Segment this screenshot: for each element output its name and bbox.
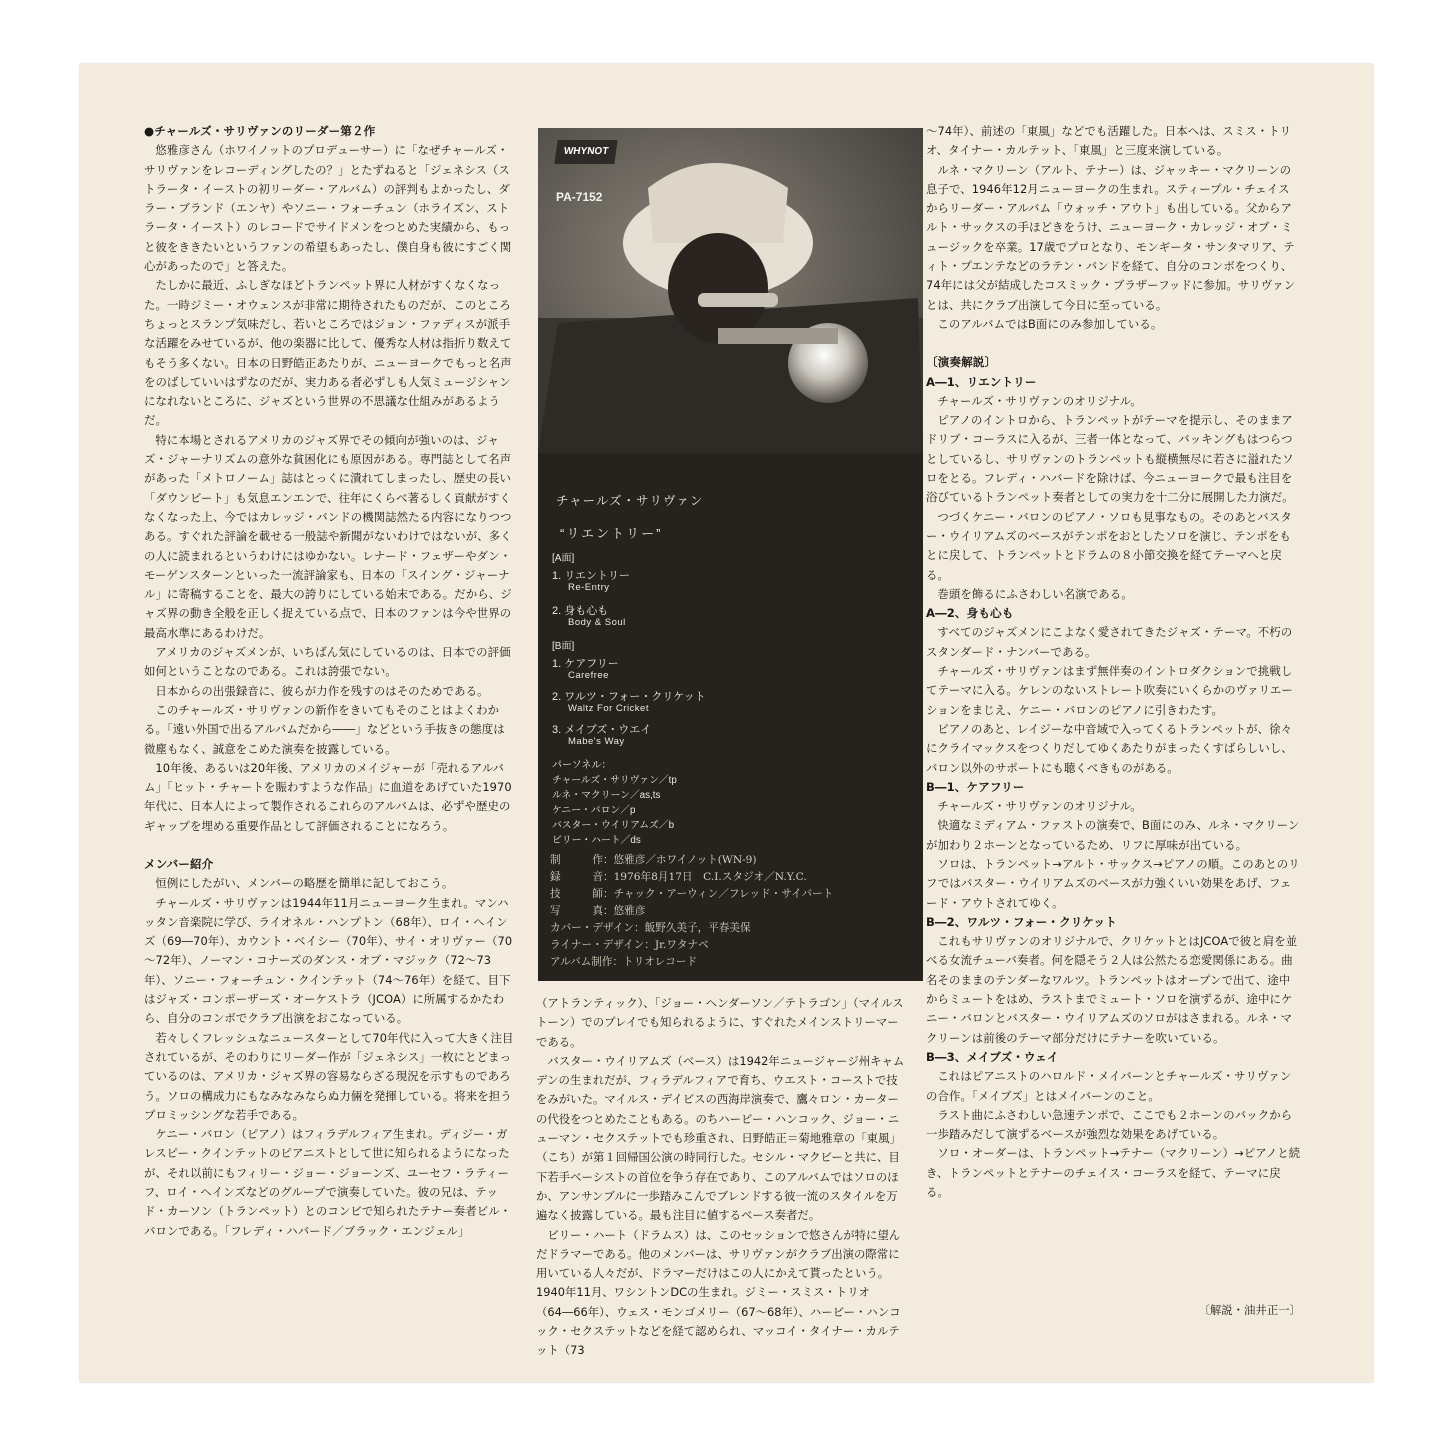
track-title-jp: リエントリー — [564, 570, 631, 582]
left-column — [144, 122, 514, 1241]
track-title-jp: 身も心も — [564, 605, 609, 617]
paragraph: ピアノのイントロから、トランペットがテーマを提示し、そのままアドリブ・コーラスに入るが、三者一体となって、バッキングもはつらつとしているし、サリヴァンのトランペットも縦横無尽に若さに溢れたソロをとる。フレディ・ハバードを除けば、今ニューヨークで最も注目を浴びているトランペット奏者としての実力を十二分に展開した力演だ。 — [926, 413, 1294, 505]
credit-role: カバー・デザイン： — [550, 922, 645, 934]
paragraph: これはピアニストのハロルド・メイバーンとチャールズ・サリヴァンの合作。「メイブズ」とはメイバーンのこと。 — [926, 1069, 1292, 1103]
right-column — [926, 122, 1301, 1202]
paragraph: チャールズ・サリヴァンのオリジナル。 — [937, 799, 1142, 814]
track-number: 2. — [552, 691, 562, 703]
paragraph: 快適なミディアム・ファストの演奏で、B面にのみ、ルネ・マクリーンが加わり２ホーンとなっているため、リフに厚味が出ている。 — [926, 818, 1300, 852]
credit-value: 1976年8月17日 C.I.スタジオ／N.Y.C. — [613, 871, 807, 883]
credit-value: 悠雅彦／ホワイノット(WN-9) — [613, 854, 757, 866]
track-heading: B―1、ケアフリー — [926, 779, 1025, 794]
track-title-en: Body & Soul — [568, 617, 626, 628]
track-heading: B―3、メイブズ・ウェイ — [926, 1049, 1059, 1064]
credit-value: トリオレコード — [623, 956, 698, 968]
paragraph: 10年後、あるいは20年後、アメリカのメイジャーが「売れるアルバム」「ヒット・チャートを賑わすような作品」に血道をあげていた1970年代に、日本人によって製作されるこれらのアルバムは、必ずや歴史のギャップを埋める重要作品として評価されることになろう。 — [144, 760, 512, 833]
paragraph: このチャールズ・サリヴァンの新作をきいてもそのことはよくわかる。「遠い外国で出るアルバムだから――」などという手抜きの態度は微塵もなく、誠意をこめた演奏を披露している。 — [144, 702, 505, 756]
credit-row — [550, 937, 709, 952]
credit-role: 技 師： — [550, 888, 614, 900]
track-number: 2. — [552, 605, 562, 617]
personnel-list — [552, 773, 677, 848]
track-title-jp: ワルツ・フォー・クリケット — [564, 691, 706, 703]
liner-notes-sheet — [80, 64, 1373, 1382]
personnel-entry: ビリー・ハート／ds — [552, 835, 641, 846]
credit-role: アルバム制作： — [550, 956, 623, 968]
paragraph: アメリカのジャズメンが、いちばん気にしているのは、日本での評価如何ということなのである。これは誇張でない。 — [144, 645, 511, 679]
paragraph: 特に本場とされるアメリカのジャズ界でその傾向が強いのは、ジャズ・ジャーナリズムの意外な貧困化にも原因がある。専門誌として名声があった「メトロノーム」誌はとっくに潰れてしまったし、歴史の長い「ダウンビート」も気息エンエンで、往年にくらべ著るしく貢献がすくなくなった上、今ではカレッジ・バンドの機関誌然たる内容になりつつある。すぐれた評論を載せる一般誌や新聞がないわけではないが、多くの人に読まれるというわけにはゆかない。レナード・フェザーやダン・モーゲンスターンといった一流評論家も、日本の「スイング・ジャーナル」に寄稿することを、最大の誇りにしている始末である。だから、ジャズ界の動き全般を正しく捉えている点で、日本のファンは今や世界の最高水準にあるわけだ。 — [144, 432, 512, 640]
side-b-label: [B面] — [552, 641, 575, 652]
credit-role: 写 真： — [550, 905, 614, 917]
track-a1 — [552, 567, 630, 583]
paragraph: 巻頭を飾るにふさわしい名演である。 — [937, 586, 1133, 601]
track-b3 — [552, 721, 651, 737]
artist-name: チャールズ・サリヴァン — [556, 494, 704, 508]
credit-role: ライナー・デザイン： — [550, 939, 655, 951]
paragraph: すべてのジャズメンにこよなく愛されてきたジャズ・テーマ。不朽のスタンダード・ナンバーである。 — [926, 625, 1293, 659]
personnel-entry: チャールズ・サリヴァン／tp — [552, 775, 677, 786]
paragraph: チャールズ・サリヴァンのオリジナル。 — [937, 393, 1142, 408]
track-title-en: Carefree — [568, 670, 609, 681]
paragraph: 日本からの出張録音に、彼らが力作を残すのはそのためである。 — [155, 683, 489, 698]
paragraph: 若々しくフレッシュなニュースターとして70年代に入って大きく注目されているが、そのわりにリーダー作が「ジェネシス」一枚にとどまっているのは、アメリカ・ジャズ界の容易ならざる現況を示すものであろう。ソロの構成力にもなみなみならぬ力倆を発揮している。将来を担うプロミッシングな若手である。 — [144, 1030, 514, 1122]
track-title-en: Re-Entry — [568, 582, 610, 593]
credit-row — [550, 886, 833, 901]
track-title-en: Waltz For Cricket — [568, 703, 649, 714]
track-number: 3. — [552, 724, 562, 736]
paragraph: 悠雅彦さん（ホワイノットのプロデューサー）に「なぜチャールズ・サリヴァンをレコーディングしたの？」とたずねると「ジェネシス（ストラータ・イーストの初リーダー・アルバム）の評判もよかったし、ダラー・ブランド（エンヤ）やソニー・フォーチュン（ホライズン、ストラータ・イースト）のレコードでサイドメンをつとめた実績から、もっと彼をききたいというファンの希望もあったし、僕自身も彼にすごく関心があったので」と答えた。 — [144, 143, 512, 274]
paragraph: ピアノのあと、レイジーな中音域で入ってくるトランペットが、徐々にクライマックスをつくりだしてゆくあたりがまったくすばらしいし、バロン以外のサポートにも聴くべきものがある。 — [926, 721, 1293, 775]
paragraph: ～74年）、前述の「東風」などでも活躍した。日本へは、スミス・トリオ、タイナー・カルテット、「東風」と三度来演している。 — [926, 124, 1292, 158]
personnel-entry: ルネ・マクリーン／as,ts — [552, 790, 661, 801]
paragraph: ビリー・ハート（ドラムス）は、このセッションで悠さんが特に望んだドラマーである。他のメンバーは、サリヴァンがクラブ出演の際常に用いている人々だが、ドラマーだけはこの人にかえて貰ったという。1940年11月、ワシントンDCの生まれ。ジミー・スミス・トリオ（64―66年）、ウェス・モンゴメリー（67～68年）、ハービー・ハンコック・セクステットなどを経て認められ、マッコイ・タイナー・カルテット（73 — [536, 1227, 901, 1358]
section-heading-performance-notes: 〔演奏解説〕 — [926, 355, 997, 370]
credit-role: 制 作： — [550, 854, 614, 866]
credit-row — [550, 920, 751, 935]
personnel-label: パーソネル： — [552, 760, 612, 771]
credit-row — [550, 852, 757, 867]
credit-value: チャック・アーウィン／フレッド・サイバート — [613, 888, 834, 900]
middle-column — [536, 994, 906, 1361]
section-heading-leader-album: ●チャールズ・サリヴァンのリーダー第２作 — [144, 124, 376, 138]
paragraph: ソロ・オーダーは、トランペット→テナー（マクリーン）→ピアノと続き、トランペットとテナーのチェイス・コーラスを経て、テーマに戻る。 — [926, 1146, 1301, 1200]
credit-role: 録 音： — [550, 871, 614, 883]
paragraph: チャールズ・サリヴァンは1944年11月ニューヨーク生まれ。マンハッタン音楽院に学び、ライオネル・ハンプトン（68年）、ロイ・ヘインズ（69―70年）、カウント・ベイシー（70年）、サイ・オリヴァー（70～72年）、ノーマン・コナーズのダンス・オブ・マジック（72～73年）、ソニー・フォーチュン・クインテット（74～76年）を経て、目下はジャズ・コンポーザーズ・オーケストラ（JCOA）に所属するかたわら、自分のコンボでクラブ出演をおこなっている。 — [144, 895, 513, 1026]
side-a-label: [A面] — [552, 553, 575, 564]
track-a2 — [552, 602, 608, 618]
paragraph: これもサリヴァンのオリジナルで、クリケットとはJCOAで彼と肩を並べる女流チューバ奏者。何を隠そう２人は公然たる恋愛関係にある。曲名そのままのテンダーなワルツ。トランペットはオープンで出て、途中からミュートをはめ、ラストまでミュート・ソロを演ずるが、途中にケニー・バロンとバスター・ウイリアムズのソロがはさまれる。ルネ・マクリーンは前後のテーマ部分だけにテナーを吹いている。 — [926, 934, 1298, 1045]
track-title-jp: メイブズ・ウエイ — [564, 724, 652, 736]
section-heading-members: メンバー紹介 — [144, 856, 214, 871]
track-title-jp: ケアフリー — [564, 658, 619, 670]
paragraph: たしかに最近、ふしぎなほどトランペット界に人材がすくなくなった。一時ジミー・オウェンスが非常に期待されたものだが、このところちょっとスランプ気味だし、若いところではジョン・ファディスが派手な活躍をみせているが、他の楽器に比して、優秀な人材は指折り数えてもそう多くない。日本の日野皓正あたりが、ニューヨークでもっと名声をのばしていいはずなのだが、実力ある者必ずしも人気ミュージシャンになれないところに、ジャズという世界の不思議な仕組みがあるようだ。 — [144, 278, 512, 428]
track-heading: A―1、リエントリー — [926, 374, 1037, 389]
credit-value: Jr.ワタナベ — [654, 939, 709, 951]
credit-value: 悠雅彦 — [613, 905, 646, 917]
track-b1 — [552, 655, 619, 671]
paragraph: 恒例にしたがい、メンバーの略歴を簡単に記しておこう。 — [155, 876, 454, 891]
credit-row — [550, 869, 807, 884]
whynot-logo: WHYNOT — [554, 140, 617, 164]
signature: 〔解説・油井正一〕 — [1198, 1303, 1301, 1317]
paragraph: このアルバムではB面にのみ参加している。 — [937, 316, 1163, 331]
track-number: 1. — [552, 570, 562, 582]
paragraph: ケニー・バロン（ピアノ）はフィラデルフィア生まれ。ディジー・ガレスピー・クインテットのピアニストとして世に知られるようになったが、それ以前にもフィリー・ジョー・ジョーンズ、ユーセフ・ラティーフ、ロイ・ヘインズなどのグループで演奏していた。彼の兄は、テッド・カーソン（トランペット）とのコンビで知られたテナー奏者ビル・バロンである。「フレディ・ハバード／ブラック・エンジェル」 — [144, 1127, 512, 1238]
track-heading: B―2、ワルツ・フォー・クリケット — [926, 914, 1117, 929]
track-b2 — [552, 688, 706, 704]
paragraph: バスター・ウイリアムズ（ベース）は1942年ニュージャージ州キャムデンの生まれだが、フィラデルフィアで育ち、ウエスト・コーストで技をみがいた。マイルス・デイビスの西海岸演奏で、鷹々ロン・カーターの代役をつとめたこともある。のちハービー・ハンコック、ジョー・ニューマン・セクステットでも珍重され、日野皓正＝菊地雅章の「東風」（こち）が第１回帰国公演の時同行した。セシル・マクビーと共に、目下若手ベーシストの首位を争う存在であり、このアルバムではソロのほか、アンサンブルに一歩踏みこんでブレンドする彼一流のスタイルを万遍なく披露している。最も注目に値するベース奏者だ。 — [536, 1053, 905, 1223]
jacket-credits-panel — [538, 453, 923, 981]
credit-row — [550, 954, 697, 969]
personnel-entry: バスター・ウイリアムズ／b — [552, 820, 675, 831]
track-heading: A―2、身も心も — [926, 606, 1014, 621]
paragraph: ラスト曲にふさわしい急速テンポで、ここでも２ホーンのバックから一歩踏みだして演ずるベースが強烈な効果をあげている。 — [926, 1107, 1293, 1142]
credit-value: 飯野久美子，平春美保 — [644, 922, 751, 934]
paragraph: ソロは、トランペット→アルト・サックス→ピアノの順。このあとのリフではバスター・ウイリアムズのベースが力強くいい効果をあげ、フェード・アウトされてゆく。 — [926, 856, 1300, 910]
track-title-en: Mabe's Way — [568, 736, 625, 747]
paragraph: （アトランティック）、「ジョー・ヘンダーソン／テトラゴン」（マイルストーン）でのプレイでも知られるように、すぐれたメインストリーマーである。 — [536, 996, 904, 1049]
album-title: “リエントリー” — [560, 526, 663, 541]
paragraph: つづくケニー・バロンのピアノ・ソロも見事なもの。そのあとバスター・ウイリアムズのベースがテンポをおとしたソロを演じ、テンポをもとに戻して、トランペットとドラムの８小節交換を経てテーマへと戻る。 — [926, 509, 1292, 582]
catalog-number: PA-7152 — [556, 190, 603, 204]
trumpeter-photo-illustration — [538, 128, 923, 453]
paragraph: チャールズ・サリヴァンはまず無伴奏のイントロダクションで挑戦してテーマに入る。ケレンのないストレート吹奏にいくらかのヴァリエーションをまじえ、ケニー・バロンのピアノに引きわたす。 — [926, 664, 1293, 717]
track-number: 1. — [552, 658, 562, 670]
paragraph: ルネ・マクリーン（アルト、テナー）は、ジャッキー・マクリーンの息子で、1946年12月ニューヨークの生まれ。スティープル・チェイスからリーダー・アルバム「ウォッチ・アウト」も出している。父からアルト・サックスの手ほどきをうけ、ニューヨーク・カレッジ・オブ・ミュージックを卒業。17歳でプロとなり、モンギータ・サンタマリア、ティト・プエンテなどのラテン・バンドを経て、自分のコンボをつくり、74年には父が結成したコスミック・ブラザーフッドに参加。サリヴァンとは、共にクラブ出演して今日に至っている。 — [926, 162, 1296, 312]
cover-photo — [538, 128, 923, 453]
personnel-entry: ケニー・バロン／p — [552, 805, 636, 816]
credit-row — [550, 903, 645, 918]
